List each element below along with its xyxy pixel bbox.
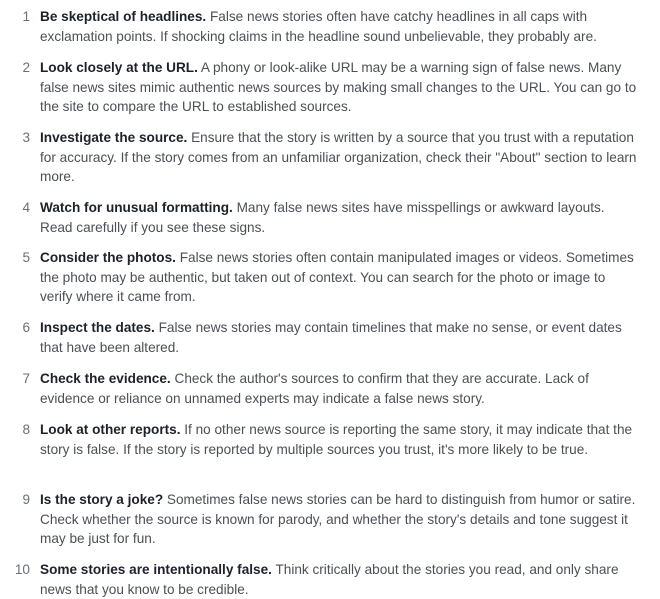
item-text	[40, 7, 638, 46]
item-text	[40, 560, 638, 599]
item-number: 6	[22, 320, 30, 335]
item-text	[40, 198, 638, 237]
item-number: 4	[22, 200, 30, 215]
list-item	[0, 369, 660, 408]
item-title: Be skeptical of headlines.	[40, 9, 207, 24]
item-title: Investigate the source.	[40, 130, 188, 145]
item-number: 2	[22, 60, 30, 75]
item-title: Watch for unusual formatting.	[40, 200, 233, 215]
item-title: Some stories are intentionally false.	[40, 562, 272, 577]
item-title: Look closely at the URL.	[40, 60, 198, 75]
item-text	[40, 420, 638, 459]
item-number: 10	[14, 562, 30, 577]
item-text	[40, 58, 638, 117]
item-title: Inspect the dates.	[40, 320, 155, 335]
item-title: Check the evidence.	[40, 371, 171, 386]
list-item	[0, 420, 660, 459]
list-item	[0, 318, 660, 357]
item-body: Many false news sites have misspellings or awkward layouts. Read carefully if you see these signs.	[40, 200, 605, 235]
item-number: 7	[22, 371, 30, 386]
item-text	[40, 490, 638, 549]
item-number: 3	[22, 130, 30, 145]
item-title: Look at other reports.	[40, 422, 181, 437]
item-body: If no other news source is reporting the same story, it may indicate that the story is false. If the story is reported by multiple sources you trust, it's more likely to be true.	[40, 422, 633, 457]
item-body: False news stories often contain manipulated images or videos. Sometimes the photo may be authentic, but taken out of context. You can search for the photo or image to verify where it came from.	[40, 250, 634, 304]
list-item	[0, 560, 660, 599]
list-item	[0, 7, 660, 46]
item-body: Think critically about the stories you read, and only share news that you know to be credible.	[40, 562, 619, 597]
item-number: 8	[22, 422, 30, 437]
list-item	[0, 248, 660, 307]
item-text	[40, 369, 638, 408]
item-body: False news stories often have catchy headlines in all caps with exclamation points. If shocking claims in the headline sound unbelievable, they probably are.	[40, 9, 597, 44]
item-body: Check the author's sources to confirm that they are accurate. Lack of evidence or reliance on unnamed experts may indicate a false news story.	[40, 371, 589, 406]
item-text	[40, 128, 638, 187]
item-text	[40, 248, 638, 307]
item-body: False news stories may contain timelines that make no sense, or event dates that have been altered.	[40, 320, 622, 355]
item-title: Is the story a joke?	[40, 492, 164, 507]
item-title: Consider the photos.	[40, 250, 176, 265]
list-item	[0, 490, 660, 549]
item-number: 9	[22, 492, 30, 507]
item-body: A phony or look-alike URL may be a warning sign of false news. Many false news sites mimic authentic news sources by making small changes to the URL. You can go to the site to compare the URL to established sources.	[40, 60, 637, 114]
item-body: Sometimes false news stories can be hard to distinguish from humor or satire. Check whether the source is known for parody, and whether the story's details and tone suggest it may be just for fun.	[40, 492, 636, 546]
list-item	[0, 128, 660, 187]
item-number: 5	[22, 250, 30, 265]
item-body: Ensure that the story is written by a source that you trust with a reputation for accuracy. If the story comes from an unfamiliar organization, check their "About" section to learn more.	[40, 130, 637, 184]
list-item	[0, 198, 660, 237]
item-number: 1	[22, 9, 30, 24]
item-text	[40, 318, 638, 357]
list-item	[0, 58, 660, 117]
